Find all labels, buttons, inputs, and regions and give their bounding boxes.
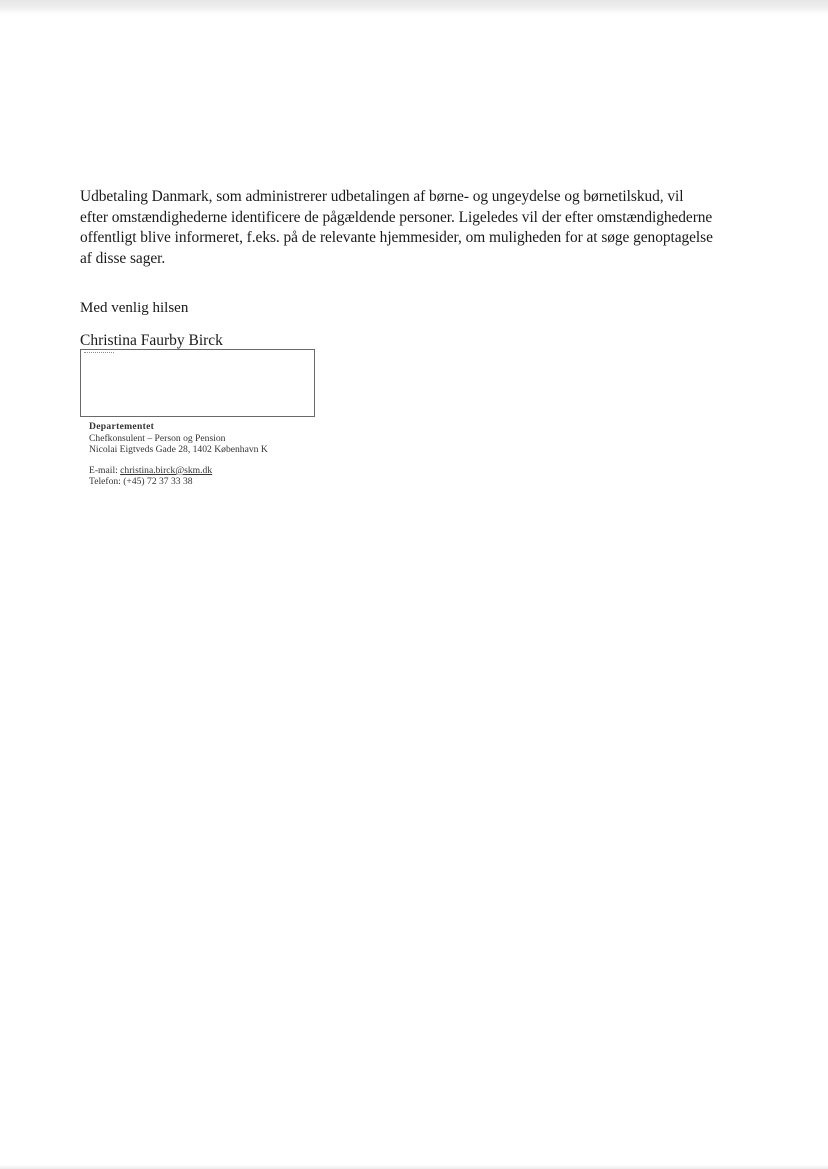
scan-edge-top xyxy=(0,0,828,14)
signature-box xyxy=(80,349,315,417)
office-address: Nicolai Eigtveds Gade 28, 1402 København K xyxy=(89,444,268,456)
scan-edge-bottom xyxy=(0,1165,828,1169)
email-label: E-mail: xyxy=(89,464,121,476)
phone-line: Telefon: (+45) 72 37 33 38 xyxy=(89,476,193,488)
email-link[interactable]: christina.birck@skm.dk xyxy=(120,464,213,476)
closing-greeting: Med venlig hilsen xyxy=(80,300,189,316)
spacer xyxy=(89,456,268,465)
paragraph-line: af disse sager. xyxy=(80,249,166,267)
signature-stamp xyxy=(84,352,114,355)
paragraph-line: offentligt blive informeret, f.eks. på de relevante hjemmesider, om muligheden for at søge genoptagelse xyxy=(80,229,713,246)
paragraph-line: Udbetaling Danmark, som administrerer udbetalingen af børne- og ungeydelse og børnetilskud, vil xyxy=(80,188,684,205)
department-name: Departementet xyxy=(89,421,155,432)
email-line xyxy=(89,465,268,477)
signature-details xyxy=(89,421,268,488)
body-paragraph xyxy=(80,187,770,269)
job-title: Chefkonsulent – Person og Pension xyxy=(89,432,226,444)
paragraph-line: efter omstændighederne identificere de pågældende personer. Ligeledes vil der efter omstændighederne xyxy=(80,208,713,226)
signer-name: Christina Faurby Birck xyxy=(80,332,223,349)
